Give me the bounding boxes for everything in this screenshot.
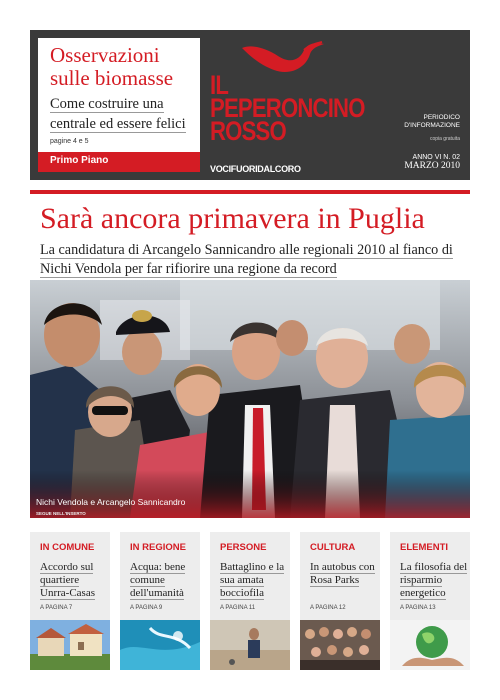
teaser-elementi[interactable] [390, 532, 470, 670]
teaser-title: Accordo sul quartiere Unrra-Casas [40, 561, 95, 599]
main-deck: La candidatura di Arcangelo Sannicandro alle regionali 2010 al fianco di Nichi Vendola per far rifiorire una regione da record [40, 242, 453, 277]
teaser-category: IN COMUNE [40, 542, 95, 553]
issue-info [380, 114, 460, 171]
promo-section-label: Primo Piano [50, 155, 109, 166]
teaser-title: Acqua: bene comune dell'umanità [130, 561, 186, 599]
teaser-page: A PAGINA 11 [220, 605, 256, 611]
chili-pepper-icon [238, 38, 328, 78]
periodical-label: PERIODICO D'INFORMAZIONE [404, 114, 460, 129]
teaser-image-buildings [30, 620, 110, 670]
teaser-page: A PAGINA 13 [400, 605, 436, 611]
teaser-page: A PAGINA 12 [310, 605, 346, 611]
promo-box[interactable] [38, 38, 200, 172]
promo-pages: pagine 4 e 5 [50, 138, 89, 145]
teaser-title: In autobus con Rosa Parks [310, 561, 375, 586]
promo-section-bar [38, 152, 200, 172]
divider-rule [30, 190, 470, 194]
teaser-image-globe [390, 620, 470, 670]
cover-photo[interactable] [30, 280, 470, 518]
main-headline[interactable]: Sarà ancora primavera in Puglia [40, 202, 425, 235]
teaser-image-water [120, 620, 200, 670]
photo-caption: Nichi Vendola e Arcangelo Sannicandro [36, 497, 186, 507]
masthead-header [30, 30, 470, 180]
teaser-category: PERSONE [220, 542, 267, 553]
teaser-page: A PAGINA 7 [40, 605, 73, 611]
masthead-logo[interactable] [210, 36, 400, 176]
teaser-cultura[interactable] [300, 532, 380, 670]
crowd-photo-illustration [30, 280, 470, 518]
teaser-title: La filosofia del risparmio energetico [400, 561, 468, 599]
issue-date: MARZO 2010 [404, 161, 460, 171]
promo-subtitle: Come costruire una centrale ed essere felici [50, 96, 186, 132]
teaser-persone[interactable] [210, 532, 290, 670]
teaser-in-comune[interactable] [30, 532, 110, 670]
teaser-category: ELEMENTI [400, 542, 449, 553]
teaser-category: CULTURA [310, 542, 356, 553]
teaser-image-bocce [210, 620, 290, 670]
continues-label[interactable]: SEGUE NELL'INSERTO [36, 511, 86, 516]
free-copy-label: copia gratuita [429, 136, 460, 142]
masthead-title: IL PEPERONCINO ROSSO [210, 70, 365, 146]
promo-title: Osservazioni sulle biomasse [50, 43, 174, 90]
teaser-page: A PAGINA 9 [130, 605, 163, 611]
issue-number: ANNO VI N. 02 [412, 154, 460, 161]
masthead-tagline: VOCIFUORIDALCORO [210, 164, 301, 174]
teaser-in-regione[interactable] [120, 532, 200, 670]
teaser-image-group [300, 620, 380, 670]
teaser-title: Battaglino e la sua amata bocciofila [220, 561, 285, 599]
teaser-category: IN REGIONE [130, 542, 186, 553]
